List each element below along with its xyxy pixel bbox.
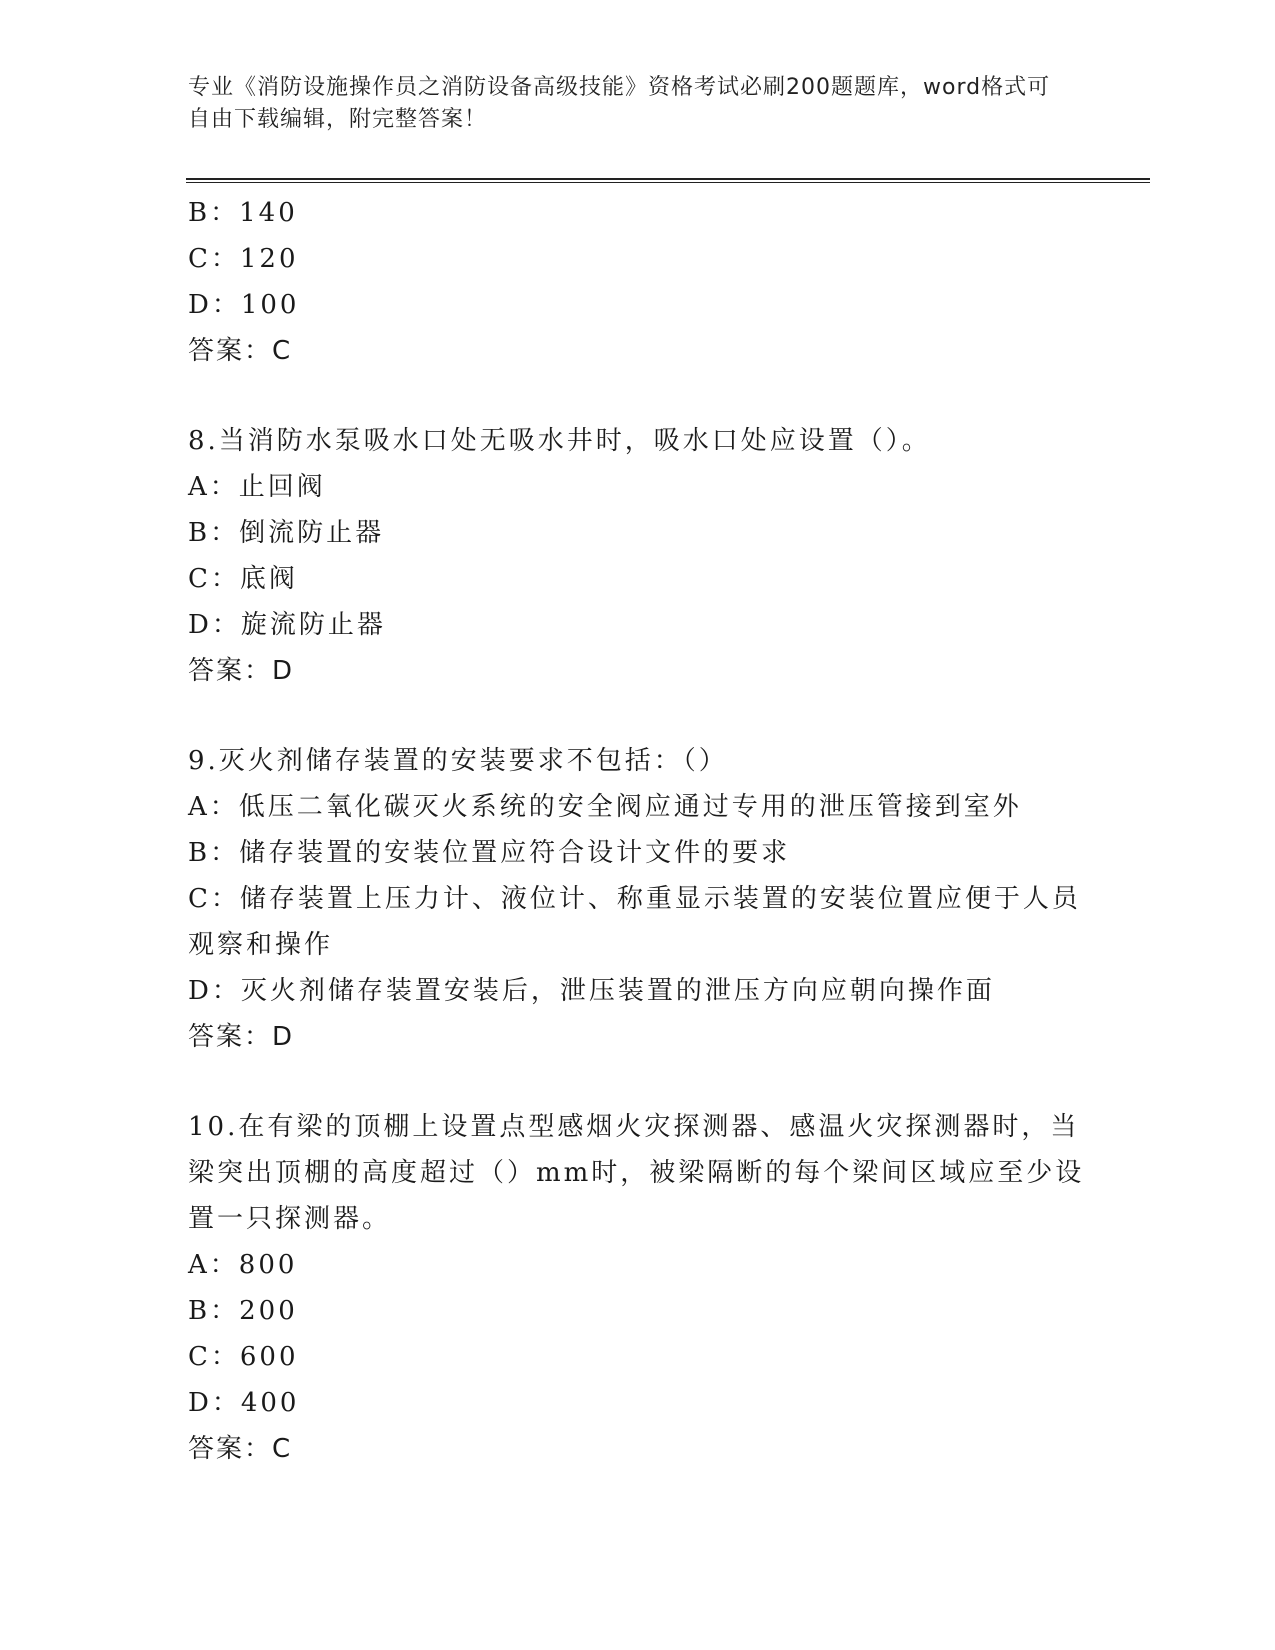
option-a: A：800 [188, 1250, 298, 1280]
question-text: 9.灭火剂储存装置的安装要求不包括：（） [188, 746, 728, 776]
answer-line: 答案：C [188, 1434, 293, 1464]
option-a: A：低压二氧化碳灭火系统的安全阀应通过专用的泄压管接到室外 [188, 792, 1022, 822]
question-text: 8.当消防水泵吸水口处无吸水井时，吸水口处应设置（）。 [188, 426, 931, 456]
option-b: B：储存装置的安装位置应符合设计文件的要求 [188, 838, 791, 868]
option-d: D：灭火剂储存装置安装后，泄压装置的泄压方向应朝向操作面 [188, 976, 995, 1006]
option-b: B：200 [188, 1296, 298, 1326]
option-d: D：400 [188, 1388, 300, 1418]
option-c: C：600 [188, 1342, 299, 1372]
question-block-7 [188, 190, 1088, 374]
answer-line: 答案：D [188, 656, 295, 686]
option-a: A：止回阀 [188, 472, 326, 502]
option-c: C：底阀 [188, 564, 298, 594]
question-block-9 [188, 738, 1088, 1060]
answer-line: 答案：D [188, 1022, 295, 1052]
option-b: B：倒流防止器 [188, 518, 385, 548]
question-block-8 [188, 418, 1088, 694]
question-list [188, 190, 1088, 1472]
spacer [188, 374, 1088, 418]
option-c: C：储存装置上压力计、液位计、称重显示装置的安装位置应便于人员观察和操作 [188, 884, 1081, 960]
option-d: D：100 [188, 290, 300, 320]
answer-line: 答案：C [188, 336, 293, 366]
option-c: C：120 [188, 244, 299, 274]
option-b: B：140 [188, 198, 298, 228]
question-text: 10.在有梁的顶棚上设置点型感烟火灾探测器、感温火灾探测器时，当梁突出顶棚的高度超过（）mm时，被梁隔断的每个梁间区域应至少设置一只探测器。 [188, 1112, 1085, 1234]
spacer [188, 1060, 1088, 1104]
header-divider-thick [186, 178, 1150, 180]
option-d: D：旋流防止器 [188, 610, 386, 640]
question-block-10 [188, 1104, 1088, 1472]
header-divider-thin [186, 182, 1150, 183]
spacer [188, 694, 1088, 738]
document-header: 专业《消防设施操作员之消防设备高级技能》资格考试必刷200题题库，word格式可自由下载编辑，附完整答案！ [188, 75, 1051, 132]
